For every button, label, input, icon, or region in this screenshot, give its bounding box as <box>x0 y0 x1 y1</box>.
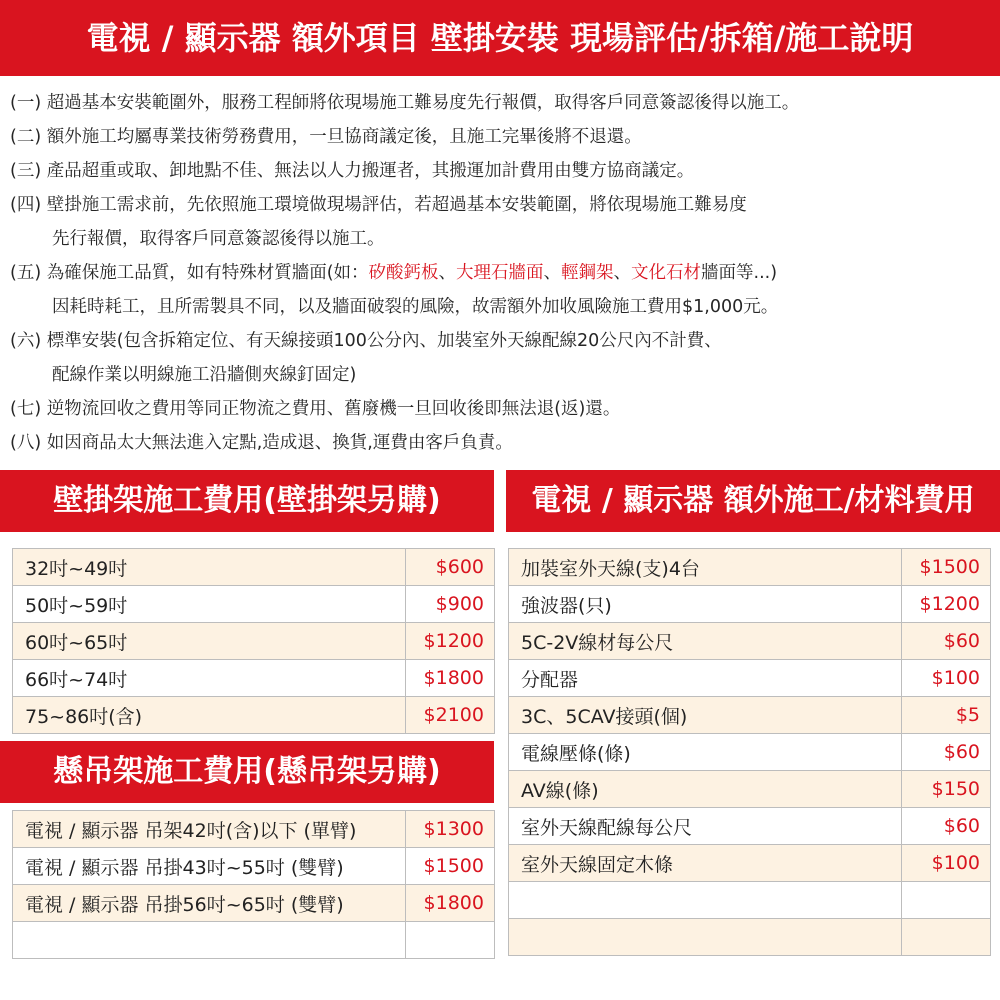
note-text: 因耗時耗工，且所需製具不同，以及牆面破裂的風險，故需額外加收風險施工費用$1,000元。 <box>52 297 779 317</box>
note-line <box>0 392 1000 426</box>
item-cell: 3C、5CAV接頭(個) <box>509 697 902 734</box>
note-highlight: 文化石材 <box>631 263 702 283</box>
price-cell: $100 <box>902 660 991 697</box>
price-cell: $2100 <box>406 697 495 734</box>
price-cell <box>902 919 991 956</box>
item-cell <box>13 922 406 959</box>
note-text: (八) 如因商品太大無法進入定點,造成退、換貨,運費由客戶負責。 <box>10 433 513 453</box>
table-row <box>509 697 991 734</box>
ceiling-mount-title: 懸吊架施工費用(懸吊架另購) <box>0 741 494 803</box>
table-row <box>509 549 991 586</box>
note-line <box>0 358 1000 392</box>
table-row <box>13 697 495 734</box>
price-cell: $1800 <box>406 885 495 922</box>
note-line <box>0 324 1000 358</box>
item-cell <box>509 882 902 919</box>
page-title: 電視 / 顯示器 額外項目 壁掛安裝 現場評估/拆箱/施工說明 <box>0 0 1000 76</box>
item-cell <box>509 919 902 956</box>
note-text: 配線作業以明線施工沿牆側夾線釘固定) <box>52 365 357 385</box>
table-row <box>13 922 495 959</box>
item-cell: 室外天線配線每公尺 <box>509 808 902 845</box>
ceiling-mount-price-table <box>12 810 495 959</box>
note-line <box>0 426 1000 460</box>
note-text: (一) 超過基本安裝範圍外，服務工程師將依現場施工難易度先行報價，取得客戶同意簽認後得以施工。 <box>10 93 800 113</box>
price-cell: $1200 <box>902 586 991 623</box>
item-cell: 電視 / 顯示器 吊掛43吋~55吋 (雙臂) <box>13 848 406 885</box>
note-line <box>0 188 1000 222</box>
extra-cost-title: 電視 / 顯示器 額外施工/材料費用 <box>506 470 1000 532</box>
price-cell: $1500 <box>902 549 991 586</box>
note-text: 牆面等...) <box>701 263 778 283</box>
table-row <box>509 919 991 956</box>
note-highlight: 輕鋼架 <box>561 263 614 283</box>
table-row <box>509 734 991 771</box>
table-row <box>509 882 991 919</box>
note-text: (四) 壁掛施工需求前，先依照施工環境做現場評估，若超過基本安裝範圍，將依現場施工難易度 <box>10 195 747 215</box>
note-line <box>0 120 1000 154</box>
table-row <box>509 660 991 697</box>
table-row <box>13 549 495 586</box>
table-row <box>509 623 991 660</box>
table-row <box>13 811 495 848</box>
item-cell: 75~86吋(含) <box>13 697 406 734</box>
item-cell: 加裝室外天線(支)4台 <box>509 549 902 586</box>
note-line <box>0 154 1000 188</box>
note-line <box>0 86 1000 120</box>
wall-mount-title: 壁掛架施工費用(壁掛架另購) <box>0 470 494 532</box>
wall-mount-price-table <box>12 548 495 734</box>
table-row <box>509 586 991 623</box>
table-row <box>13 885 495 922</box>
price-cell: $1300 <box>406 811 495 848</box>
item-cell: 50吋~59吋 <box>13 586 406 623</box>
price-cell: $60 <box>902 808 991 845</box>
item-cell: 60吋~65吋 <box>13 623 406 660</box>
note-text: (二) 額外施工均屬專業技術勞務費用，一旦協商議定後，且施工完畢後將不退還。 <box>10 127 642 147</box>
item-cell: 32吋~49吋 <box>13 549 406 586</box>
price-cell: $60 <box>902 623 991 660</box>
note-text: 、 <box>543 263 562 283</box>
item-cell: 5C-2V線材每公尺 <box>509 623 902 660</box>
note-line <box>0 222 1000 256</box>
notes-list <box>0 86 1000 460</box>
note-text: 先行報價，取得客戶同意簽認後得以施工。 <box>52 229 385 249</box>
table-row <box>509 845 991 882</box>
price-cell <box>902 882 991 919</box>
extra-cost-price-table <box>508 548 991 956</box>
note-text: (六) 標準安裝(包含拆箱定位、有天線接頭100公分內、加裝室外天線配線20公尺內不計費、 <box>10 331 722 351</box>
note-text: 、 <box>438 263 457 283</box>
note-line <box>0 290 1000 324</box>
price-cell: $60 <box>902 734 991 771</box>
item-cell: 室外天線固定木條 <box>509 845 902 882</box>
note-highlight: 大理石牆面 <box>456 263 544 283</box>
table-row <box>509 771 991 808</box>
price-cell: $1800 <box>406 660 495 697</box>
item-cell: 電視 / 顯示器 吊掛56吋~65吋 (雙臂) <box>13 885 406 922</box>
price-cell: $600 <box>406 549 495 586</box>
note-highlight: 矽酸鈣板 <box>368 263 439 283</box>
item-cell: 強波器(只) <box>509 586 902 623</box>
item-cell: 66吋~74吋 <box>13 660 406 697</box>
item-cell: 電線壓條(條) <box>509 734 902 771</box>
item-cell: 電視 / 顯示器 吊架42吋(含)以下 (單臂) <box>13 811 406 848</box>
item-cell: AV線(條) <box>509 771 902 808</box>
table-row <box>13 623 495 660</box>
price-cell <box>406 922 495 959</box>
price-cell: $5 <box>902 697 991 734</box>
price-cell: $900 <box>406 586 495 623</box>
price-cell: $1500 <box>406 848 495 885</box>
table-row <box>13 660 495 697</box>
price-cell: $100 <box>902 845 991 882</box>
note-text: (七) 逆物流回收之費用等同正物流之費用、舊廢機一旦回收後即無法退(返)還。 <box>10 399 621 419</box>
price-cell: $1200 <box>406 623 495 660</box>
table-row <box>13 848 495 885</box>
note-text: (三) 產品超重或取、卸地點不佳、無法以人力搬運者，其搬運加計費用由雙方協商議定。 <box>10 161 695 181</box>
note-text: 、 <box>613 263 632 283</box>
note-line <box>0 256 1000 290</box>
table-row <box>509 808 991 845</box>
table-row <box>13 586 495 623</box>
item-cell: 分配器 <box>509 660 902 697</box>
price-cell: $150 <box>902 771 991 808</box>
note-text: (五) 為確保施工品質，如有特殊材質牆面(如： <box>10 263 369 283</box>
